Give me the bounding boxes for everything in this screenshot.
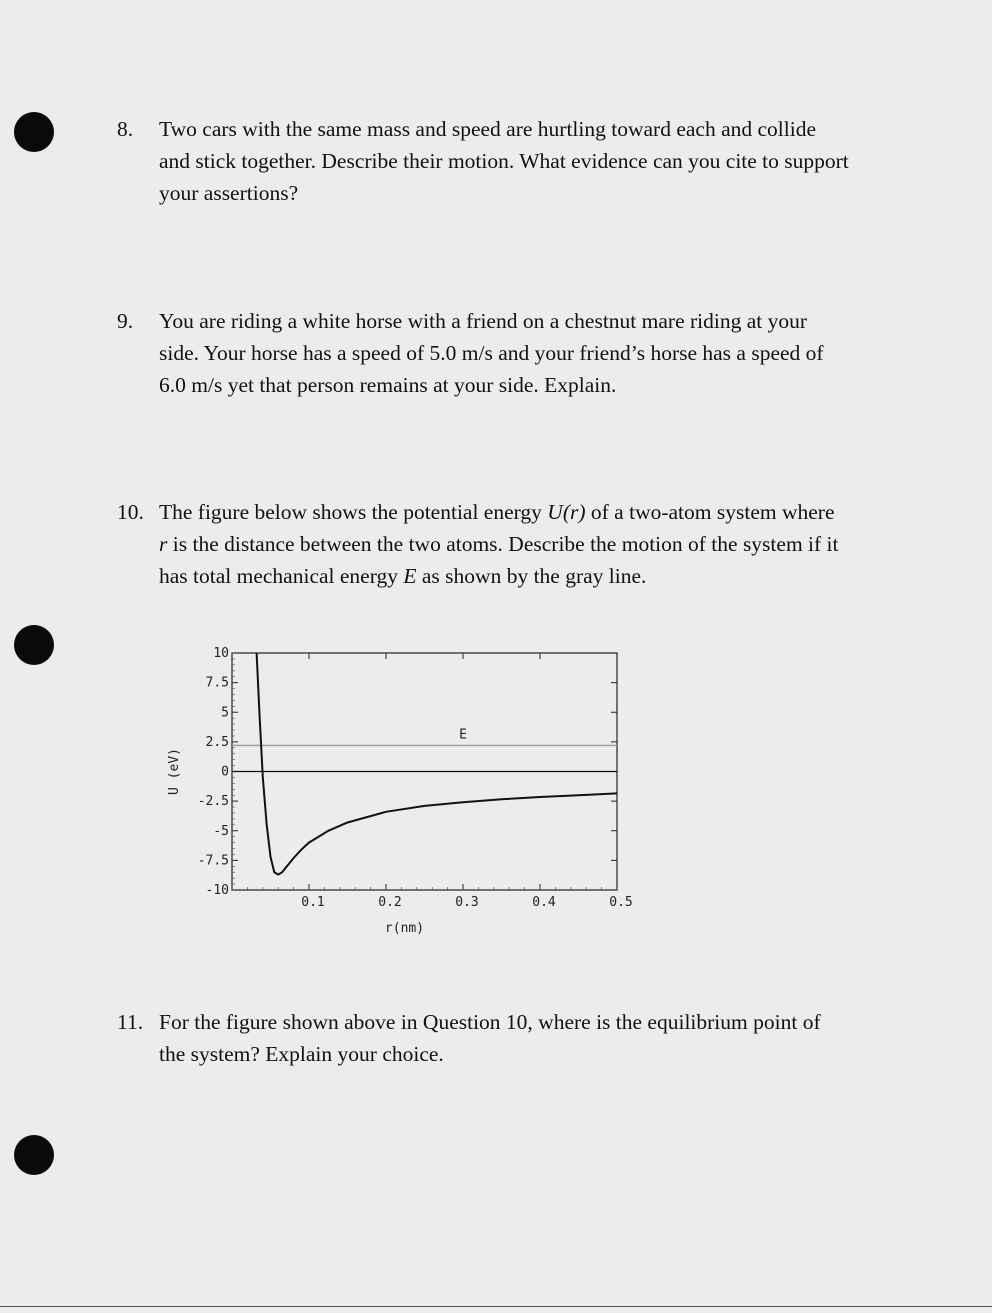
y-tick-label: -10 (205, 883, 229, 898)
y-tick-label: 2.5 (205, 734, 229, 750)
text-run: The figure below shows the potential energy (159, 500, 548, 524)
x-tick-label: 0.1 (301, 895, 325, 910)
question-line: and stick together. Describe their motion. What evidence can you cite to support (159, 149, 849, 173)
question-text (159, 496, 919, 592)
question-line (159, 560, 919, 592)
x-tick-label: 0.4 (532, 895, 556, 910)
x-tick-label: 0.3 (455, 895, 479, 910)
question-11 (117, 1006, 917, 1076)
question-number: 11. (117, 1010, 144, 1034)
question-10 (117, 496, 917, 596)
question-8 (117, 113, 917, 213)
binder-hole-middle (14, 625, 54, 665)
question-9 (117, 305, 917, 405)
potential-energy-chart (150, 630, 650, 950)
question-line: side. Your horse has a speed of 5.0 m/s and your friend’s horse has a speed of (159, 341, 824, 365)
x-axis-label: r(nm) (384, 921, 425, 936)
question-text (159, 305, 919, 401)
binder-hole-top (14, 112, 54, 152)
y-axis-label: U (eV) (167, 748, 182, 795)
question-line (159, 496, 919, 528)
y-tick-label: 10 (213, 646, 229, 661)
question-number: 9. (117, 309, 134, 333)
x-tick-label: 0.2 (378, 895, 402, 910)
question-line: Two cars with the same mass and speed are hurtling toward each and collide (159, 117, 817, 141)
potential-curve (257, 653, 617, 875)
y-tick-label: -5 (213, 823, 229, 839)
y-tick-label: 5 (221, 705, 229, 721)
question-text (159, 1006, 919, 1070)
y-tick-label: -2.5 (197, 794, 229, 810)
variable-r: r (159, 532, 168, 556)
y-tick-label: -7.5 (197, 853, 229, 869)
x-tick-label: 0.5 (609, 895, 633, 910)
text-run: is the distance between the two atoms. Describe the motion of the system if it (167, 532, 839, 556)
question-line: You are riding a white horse with a friend on a chestnut mare riding at your (159, 309, 808, 333)
question-line: For the figure shown above in Question 10, where is the equilibrium point of (159, 1010, 821, 1034)
text-run: has total mechanical energy (159, 564, 404, 588)
question-line: your assertions? (159, 181, 299, 205)
page-edge-line (0, 1306, 992, 1307)
question-number: 8. (117, 117, 134, 141)
y-tick-label: 7.5 (205, 675, 229, 691)
text-run: as shown by the gray line. (416, 564, 647, 588)
variable-e: E (403, 564, 417, 588)
variable-u-of-r: U(r) (547, 500, 586, 524)
question-text (159, 113, 919, 209)
question-number: 10. (117, 500, 144, 524)
question-line: the system? Explain your choice. (159, 1042, 444, 1066)
text-run: of a two-atom system where (585, 500, 835, 524)
energy-label: E (459, 727, 467, 743)
question-line: 6.0 m/s yet that person remains at your side. Explain. (159, 373, 617, 397)
binder-hole-bottom (14, 1135, 54, 1175)
y-tick-label: 0 (221, 764, 229, 780)
question-line (159, 528, 919, 560)
